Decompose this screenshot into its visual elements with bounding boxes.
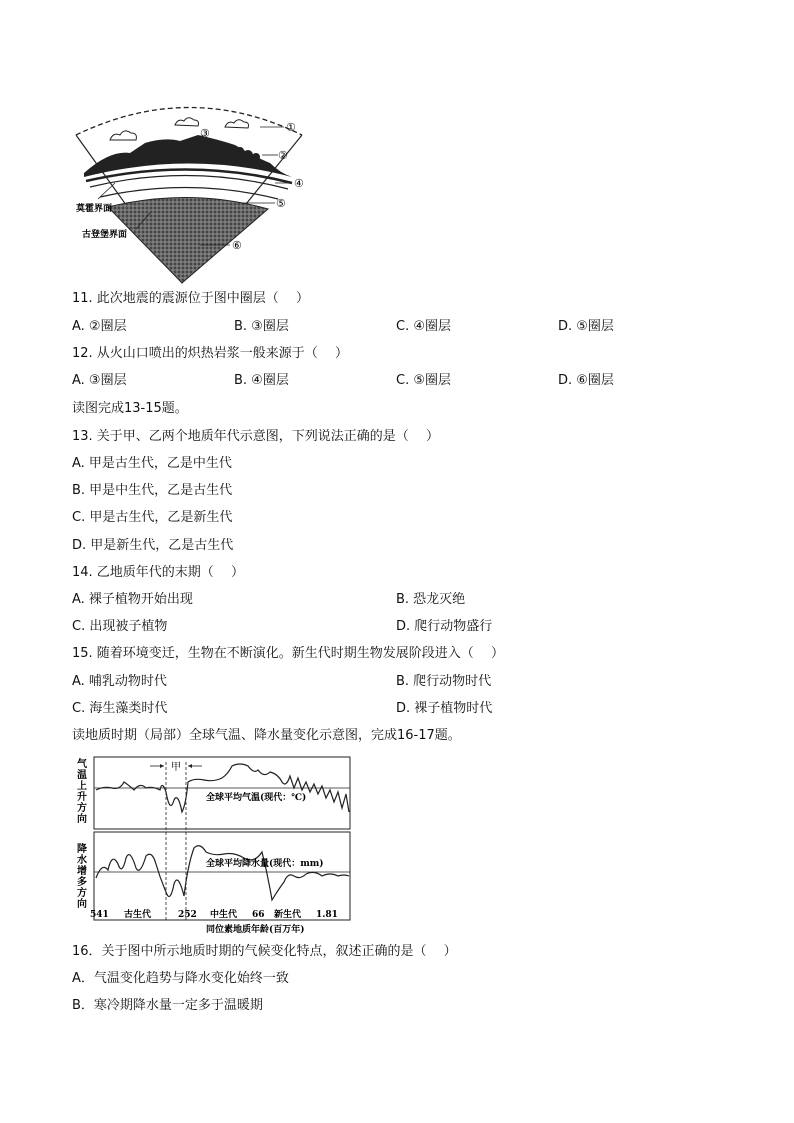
x-tick-541: 541	[90, 910, 109, 920]
q12-option-c[interactable]: C. ⑤圈层	[396, 373, 451, 388]
temp-axis-char-1: 气	[77, 759, 87, 770]
q13-stem: 13. 关于甲、乙两个地质年代示意图，下列说法正确的是（ ）	[72, 429, 439, 444]
q13-option-c[interactable]: C. 甲是古生代，乙是新生代	[72, 510, 233, 525]
q14-option-c[interactable]: C. 出现被子植物	[72, 619, 168, 634]
precip-axis-char-4: 多	[77, 877, 87, 888]
layer-label-5: ⑤	[276, 197, 286, 210]
temp-axis-char-4: 升	[77, 792, 87, 803]
q12-option-d[interactable]: D. ⑥圈层	[558, 373, 614, 388]
q14-option-d[interactable]: D. 爬行动物盛行	[396, 619, 493, 634]
precip-axis-char-3: 增	[77, 866, 87, 877]
q15-option-c[interactable]: C. 海生藻类时代	[72, 701, 168, 716]
x-axis-caption: 同位素地质年龄(百万年)	[206, 925, 305, 935]
q11-option-c[interactable]: C. ④圈层	[396, 319, 451, 334]
x-tick-cenozoic: 新生代	[274, 910, 302, 920]
q16-option-b[interactable]: B．寒冷期降水量一定多于温暖期	[72, 998, 263, 1013]
q11-option-a[interactable]: A. ②圈层	[72, 319, 127, 334]
x-tick-paleozoic: 古生代	[124, 910, 152, 920]
q11-option-d[interactable]: D. ⑤圈层	[558, 319, 614, 334]
layer-label-1: ①	[286, 121, 296, 134]
intro-16-17: 读地质时期（局部）全球气温、降水量变化示意图，完成16-17题。	[72, 728, 461, 743]
q11-stem: 11. 此次地震的震源位于图中圈层（ ）	[72, 291, 309, 306]
x-tick-252: 252	[178, 910, 197, 920]
q11-option-b[interactable]: B. ③圈层	[234, 319, 289, 334]
q16-option-a[interactable]: A．气温变化趋势与降水变化始终一致	[72, 971, 289, 986]
q14-option-a[interactable]: A. 裸子植物开始出现	[72, 592, 193, 607]
q12-option-a[interactable]: A. ③圈层	[72, 373, 127, 388]
intro-13-15: 读图完成13-15题。	[72, 401, 188, 416]
temp-axis-char-6: 向	[77, 814, 87, 825]
q13-option-b[interactable]: B. 甲是中生代，乙是古生代	[72, 483, 233, 498]
q12-stem: 12. 从火山口喷出的炽热岩浆一般来源于（ ）	[72, 346, 348, 361]
precip-reference-label: 全球平均降水量(现代：mm)	[206, 859, 324, 869]
period-jia-label: 甲	[171, 762, 181, 773]
q12-option-b[interactable]: B. ④圈层	[234, 373, 289, 388]
precip-axis-char-2: 水	[77, 855, 87, 866]
x-tick-1-81: 1.81	[316, 910, 338, 920]
layer-label-6: ⑥	[232, 239, 242, 252]
temp-axis-char-5: 方	[77, 803, 87, 814]
q14-option-b[interactable]: B. 恐龙灭绝	[396, 592, 466, 607]
q15-option-b[interactable]: B. 爬行动物时代	[396, 674, 492, 689]
q14-stem: 14. 乙地质年代的末期（ ）	[72, 565, 244, 580]
temp-reference-label: 全球平均气温(现代：℃)	[206, 793, 307, 803]
q15-option-d[interactable]: D. 裸子植物时代	[396, 701, 493, 716]
moho-label: 莫霍界面	[76, 204, 113, 214]
layer-label-2: ②	[278, 149, 288, 162]
layer-label-3: ③	[200, 127, 210, 140]
q15-stem: 15. 随着环境变迁，生物在不断演化。新生代时期生物发展阶段进入（ ）	[72, 646, 504, 661]
precip-axis-char-5: 方	[77, 888, 87, 899]
layer-label-4: ④	[294, 177, 304, 190]
gutenberg-label: 古登堡界面	[82, 230, 128, 240]
x-tick-66: 66	[252, 910, 265, 920]
q13-option-a[interactable]: A. 甲是古生代，乙是中生代	[72, 456, 232, 471]
temp-axis-char-3: 上	[77, 781, 87, 792]
q13-option-d[interactable]: D. 甲是新生代，乙是古生代	[72, 538, 234, 553]
x-tick-mesozoic: 中生代	[210, 910, 238, 920]
precip-axis-char-1: 降	[77, 844, 87, 855]
q16-stem: 16．关于图中所示地质时期的气候变化特点，叙述正确的是（ ）	[72, 944, 457, 959]
precip-axis-char-6: 向	[77, 899, 87, 910]
earth-layers-figure	[70, 95, 310, 285]
climate-change-figure	[74, 752, 356, 936]
q15-option-a[interactable]: A. 哺乳动物时代	[72, 674, 167, 689]
temp-axis-char-2: 温	[77, 770, 87, 781]
